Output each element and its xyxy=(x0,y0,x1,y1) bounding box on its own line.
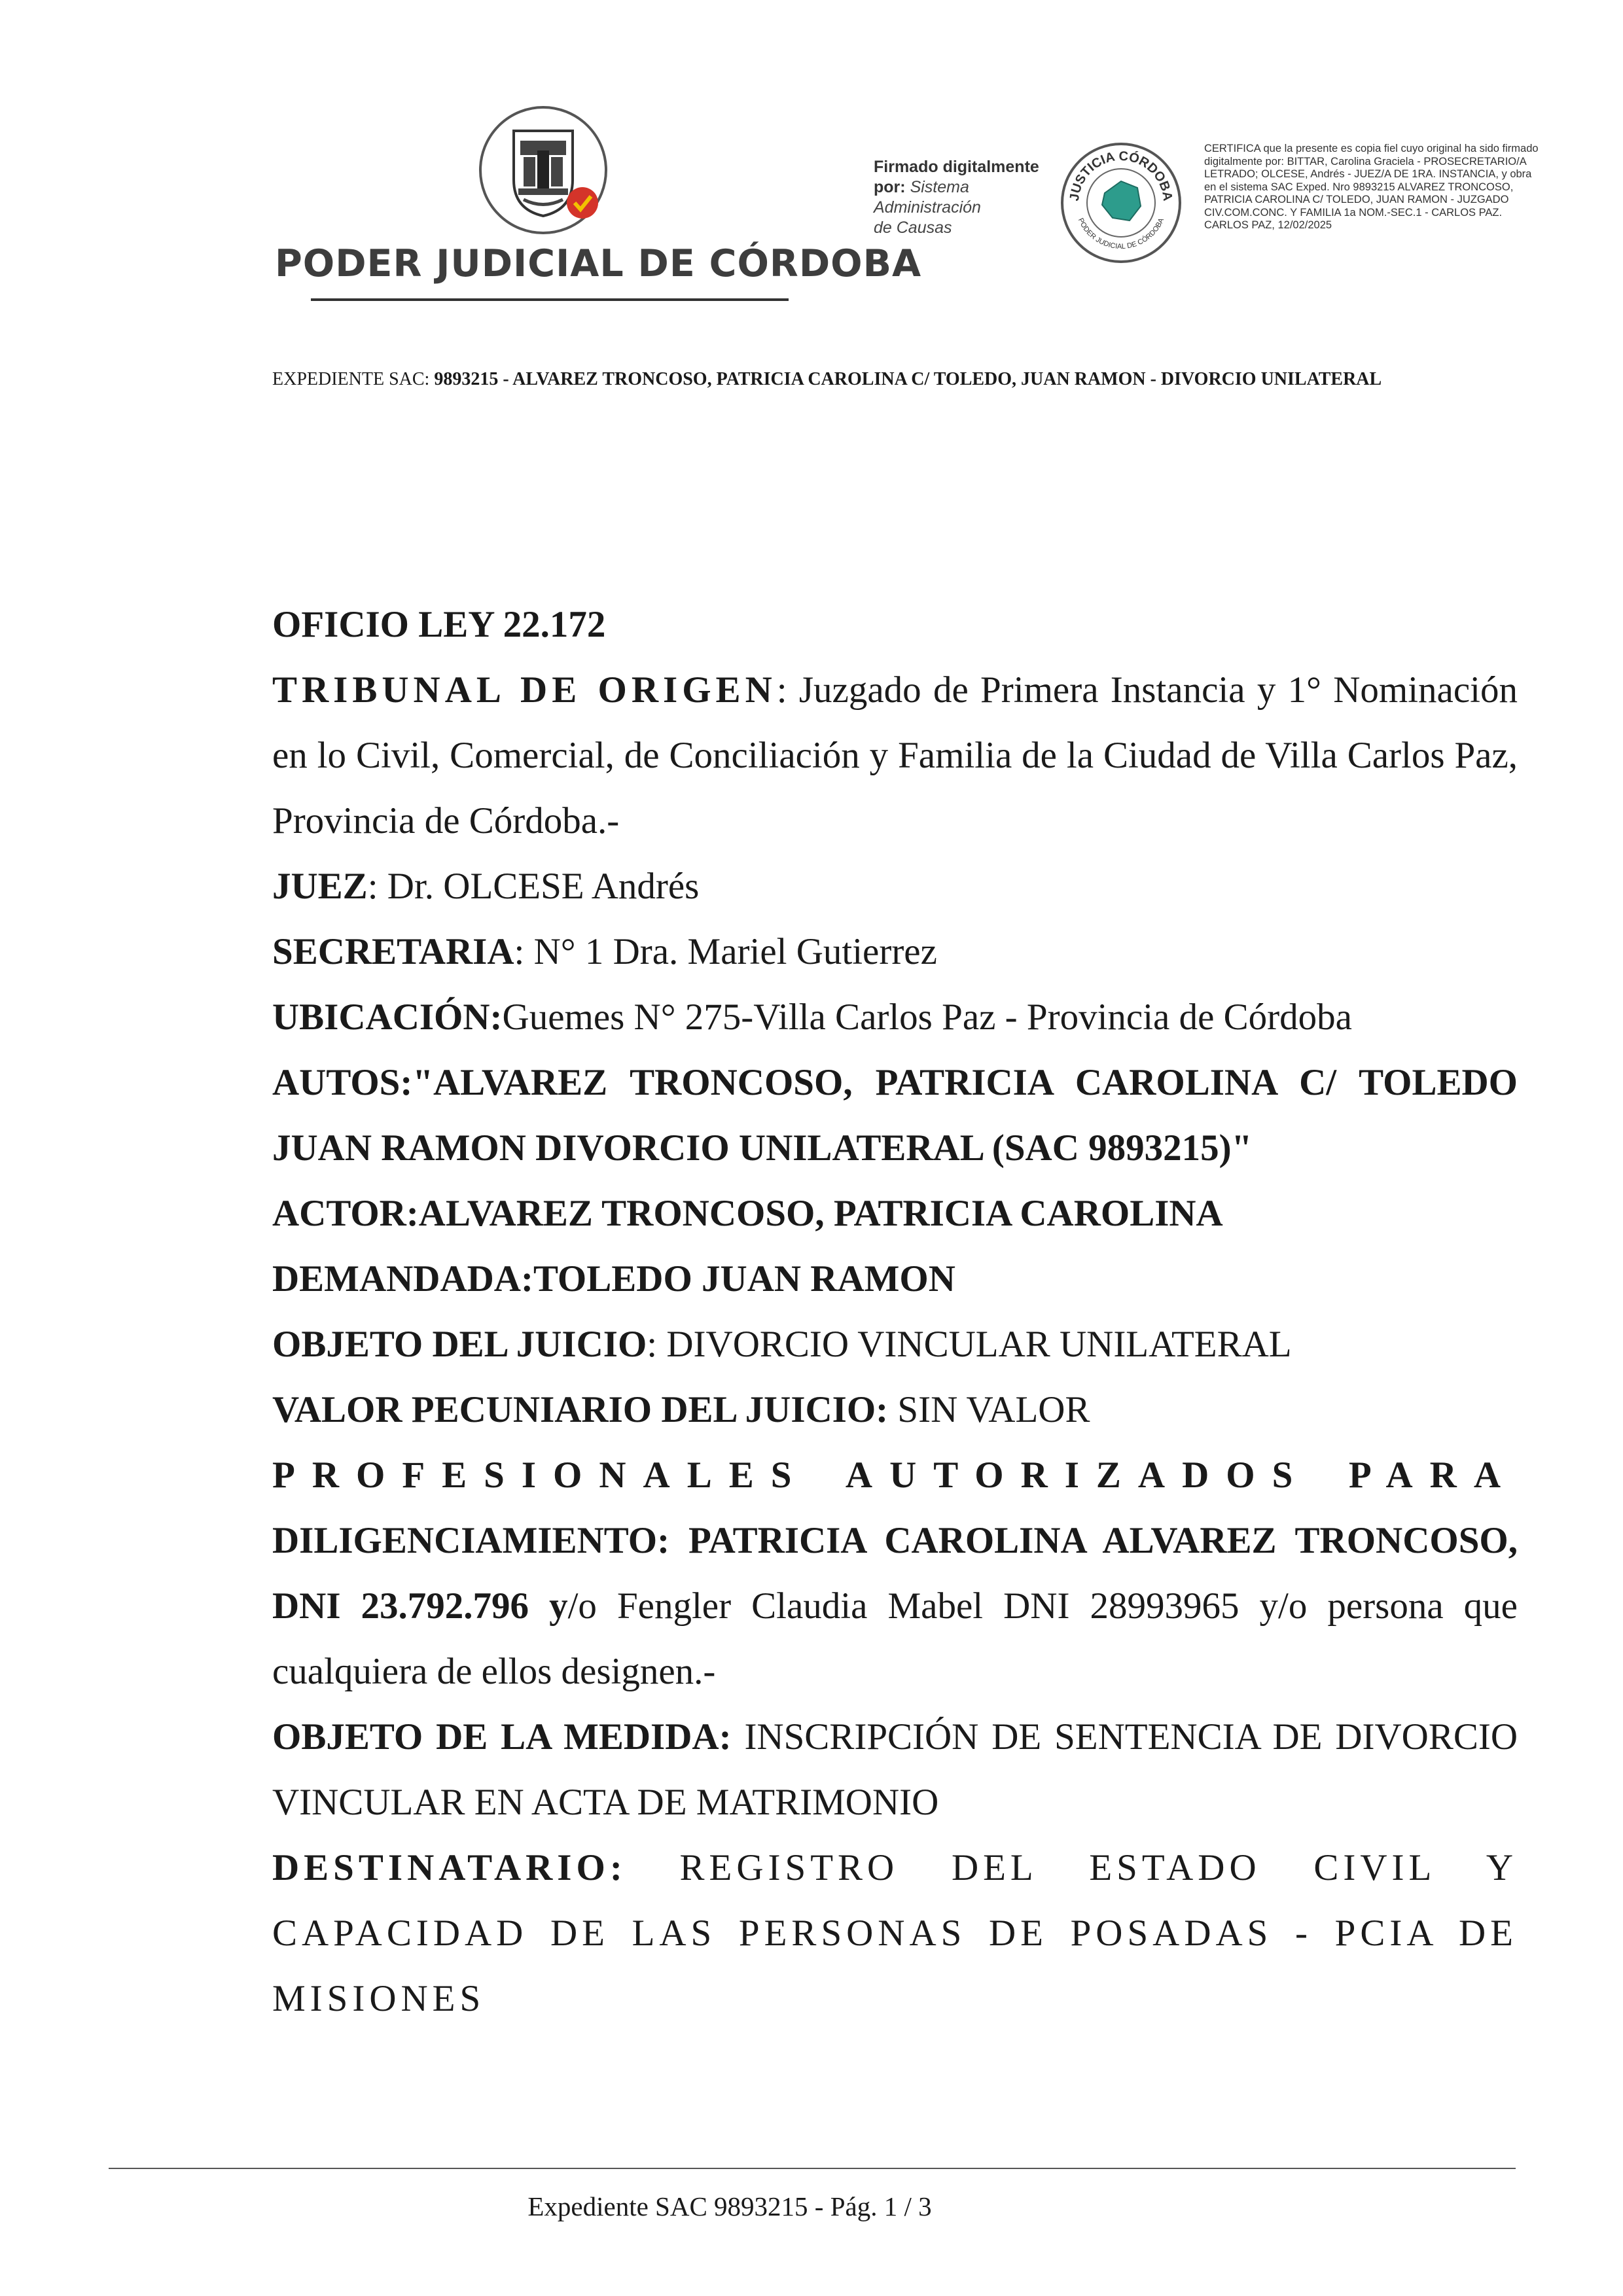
ubicacion-label: UBICACIÓN: xyxy=(272,997,503,1038)
juez-label: JUEZ xyxy=(272,866,368,907)
signed-line-1: Firmado digitalmente xyxy=(874,158,1039,176)
tribunal-label: TRIBUNAL DE ORIGEN xyxy=(272,669,777,711)
logo-divider xyxy=(311,298,789,301)
signed-line-4: de Causas xyxy=(874,219,952,237)
case-file-value: 9893215 - ALVAREZ TRONCOSO, PATRICIA CAROLINA C/ TOLEDO, JUAN RAMON - DIVORCIO UNILATERAL xyxy=(434,369,1382,389)
destinatario-field xyxy=(272,1835,1518,2032)
document-body xyxy=(272,592,1518,2032)
objeto-juicio-field xyxy=(272,1312,1518,1377)
page-footer: Expediente SAC 9893215 - Pág. 1 / 3 xyxy=(527,2191,932,2221)
secretaria-field xyxy=(272,919,1518,985)
profesionales-bold: DILIGENCIAMIENTO: PATRICIA CAROLINA ALVAREZ TRONCOSO, DNI 23.792.796 y xyxy=(272,1520,1518,1627)
digital-signature-label xyxy=(874,157,1039,238)
profesionales-rest: /o Fengler Claudia Mabel DNI 28993965 y/o persona que cualquiera de ellos designen.- xyxy=(272,1585,1518,1692)
case-file-label: EXPEDIENTE SAC: xyxy=(272,369,430,389)
signed-por-label: por: xyxy=(874,178,906,196)
objeto-medida-value: INSCRIPCIÓN DE SENTENCIA DE DIVORCIO VINCULAR EN ACTA DE MATRIMONIO xyxy=(272,1716,1518,1823)
objeto-juicio-value: : DIVORCIO VINCULAR UNILATERAL xyxy=(647,1324,1292,1365)
document-title: OFICIO LEY 22.172 xyxy=(272,604,606,645)
valor-value: SIN VALOR xyxy=(888,1389,1090,1430)
ubicacion-value: Guemes N° 275-Villa Carlos Paz - Provincia de Córdoba xyxy=(502,997,1352,1038)
secretaria-value: : N° 1 Dra. Mariel Gutierrez xyxy=(514,931,937,972)
autos-value: :"ALVAREZ TRONCOSO, PATRICIA CAROLINA C/ TOLEDO JUAN RAMON DIVORCIO UNILATERAL (SAC 9893215)" xyxy=(272,1062,1518,1169)
tribunal-field xyxy=(272,658,1518,854)
demandada-field: DEMANDADA:TOLEDO JUAN RAMON xyxy=(272,1258,955,1299)
profesionales-label: PROFESIONALES AUTORIZADOS PARA xyxy=(272,1455,1518,1496)
seal-top-text: JUSTICIA CÓRDOBA xyxy=(1067,149,1175,202)
valor-field xyxy=(272,1377,1518,1443)
coat-of-arms-icon xyxy=(478,105,609,236)
seal-bottom-text: PODER JUDICIAL DE CÓRDOBA xyxy=(1076,217,1166,251)
ubicacion-field xyxy=(272,985,1518,1050)
objeto-medida-label: OBJETO DE LA MEDIDA: xyxy=(272,1716,732,1757)
tribunal-value: : Juzgado de Primera Instancia y 1° Nominación en lo Civil, Comercial, de Conciliación y Familia de la Ciudad de Villa Carlos Paz, Provincia de Córdoba.- xyxy=(272,669,1518,841)
autos-field xyxy=(272,1050,1518,1181)
justicia-cordoba-seal-icon xyxy=(1059,141,1183,265)
objeto-medida-field xyxy=(272,1704,1518,1835)
case-file-header xyxy=(272,344,1522,415)
destinatario-value: REGISTRO DEL ESTADO CIVIL Y CAPACIDAD DE LAS PERSONAS DE POSADAS - PCIA DE MISIONES xyxy=(272,1847,1518,2019)
signed-line-3: Administración xyxy=(874,198,981,217)
footer-divider xyxy=(109,2168,1516,2169)
juez-field xyxy=(272,854,1518,919)
profesionales-field xyxy=(272,1443,1518,1704)
certification-text: CERTIFICA que la presente es copia fiel cuyo original ha sido firmado digitalmente por: BITTAR, Carolina Graciela - PROSECRETARIO/A LETRADO; OLCESE, Andrés - JUEZ/A DE 1RA. INSTANCIA, y obra en el sistema SAC Exped. Nro 9893215 ALVAREZ TRONCOSO, PATRICIA CAROLINA C/ TOLEDO, JUAN RAMON - JUZGADO CIV.COM.CONC. Y FAMILIA 1a NOM.-SEC.1 - CARLOS PAZ. CARLOS PAZ, 12/02/2025 xyxy=(1204,143,1539,231)
destinatario-label: DESTINATARIO: xyxy=(272,1847,627,1888)
juez-value: : Dr. OLCESE Andrés xyxy=(367,866,700,907)
signed-por-value: Sistema xyxy=(910,178,969,196)
actor-field: ACTOR:ALVAREZ TRONCOSO, PATRICIA CAROLINA xyxy=(272,1193,1223,1234)
objeto-juicio-label: OBJETO DEL JUICIO xyxy=(272,1324,647,1365)
valor-label: VALOR PECUNIARIO DEL JUICIO: xyxy=(272,1389,889,1430)
autos-label: AUTOS xyxy=(272,1062,401,1103)
secretaria-label: SECRETARIA xyxy=(272,931,514,972)
court-name-logo-text: PODER JUDICIAL DE CÓRDOBA xyxy=(275,242,922,285)
